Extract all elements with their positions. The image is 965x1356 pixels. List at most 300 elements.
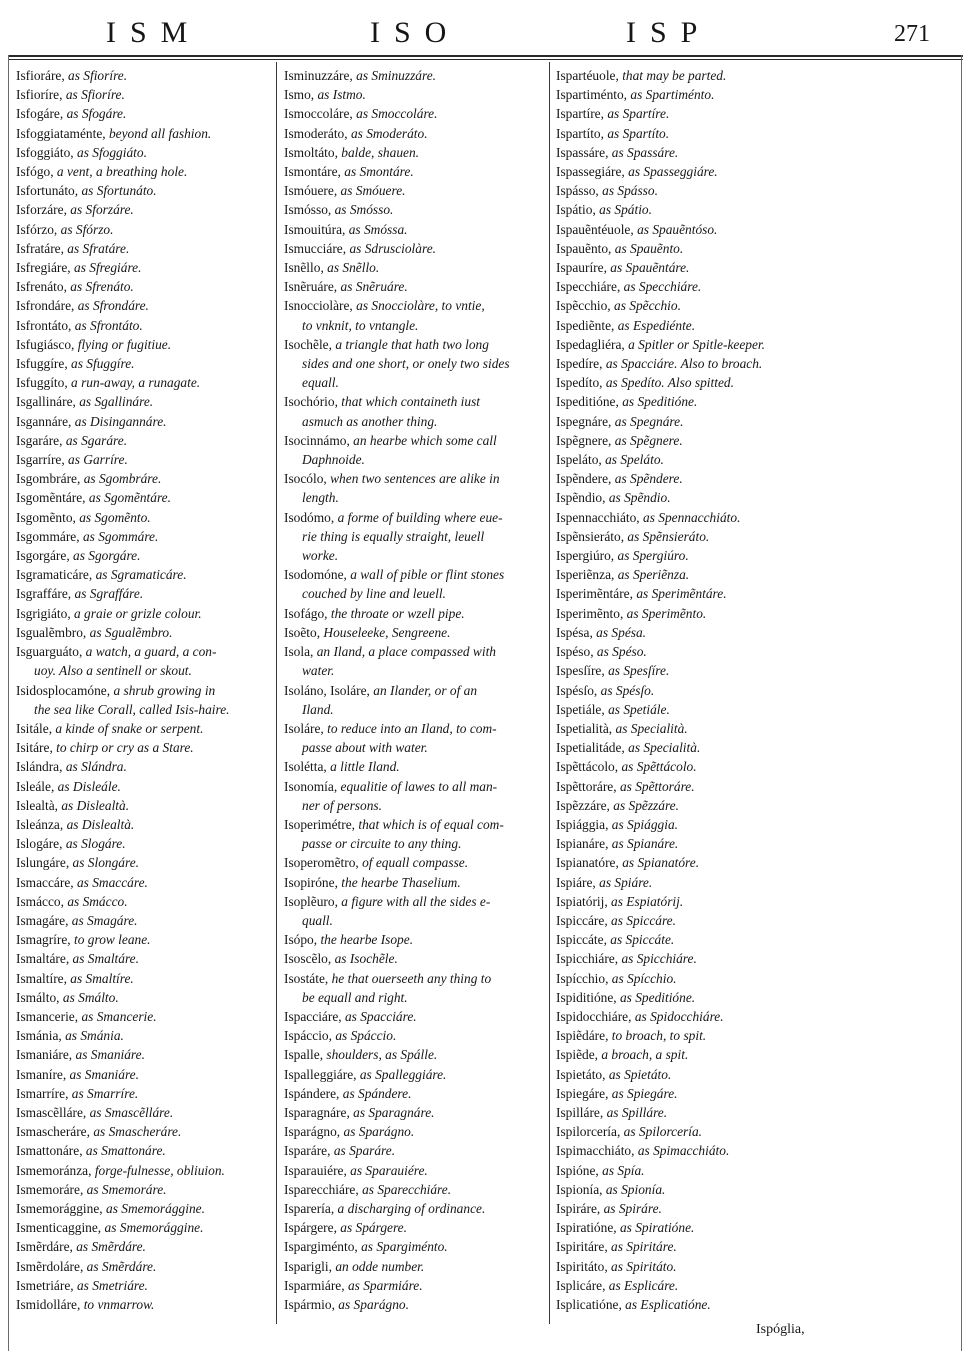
entry-continuation [284,412,546,431]
dictionary-entry [556,1007,856,1026]
dictionary-entry [284,296,546,315]
entry-definition: as Spianáre. [611,836,679,852]
dictionary-entry [556,1045,856,1064]
entry-definition: as Smoccoláre. [356,106,438,122]
entry-headword: Ispianáre, [556,836,612,852]
entry-definition: as Specialità. [615,720,688,736]
entry-definition: as Speriẽnza. [617,567,690,583]
entry-definition: as Specialità. [628,740,701,756]
dictionary-entry [16,1026,272,1045]
entry-definition: as Spauẽntóso. [637,221,718,237]
entry-headword: Isoperomẽtro, [284,855,363,871]
column-divider-2 [549,62,550,1324]
entry-headword: Ismẽrdáre, [16,1239,77,1255]
entry-definition: as Spásso. [602,183,658,199]
entry-headword: Isgannáre, [16,413,75,429]
entry-definition: as Sgomẽnto. [79,509,151,525]
entry-headword: Ismenticaggine, [16,1220,105,1236]
entry-definition: asmuch as another thing. [302,413,438,429]
entry-headword: Isfrenáto, [16,279,71,295]
entry-definition: as Spẽttácolo. [621,759,697,775]
dictionary-entry [284,508,546,527]
dictionary-entry [16,719,272,738]
entry-headword: Ispẽndio, [556,490,609,506]
dictionary-entry [284,1026,546,1045]
dictionary-entry [16,949,272,968]
entry-headword: Ispartíto, [556,125,608,141]
dictionary-entry [556,853,856,872]
dictionary-entry [556,1218,856,1237]
dictionary-entry [284,1237,546,1256]
dictionary-entry [556,1161,856,1180]
entry-definition: equall. [302,375,339,391]
entry-definition: forge-fulnesse, obliuion. [94,1162,225,1178]
entry-definition: as Sparmiáre. [347,1277,423,1293]
entry-definition: a kinde of snake or serpent. [55,720,204,736]
entry-headword: Ispassáre, [556,144,612,160]
dictionary-entry [16,392,272,411]
entry-definition: flying or fugitiue. [77,336,172,352]
entry-headword: Isperimẽntáre, [556,586,637,602]
entry-headword: Ispẽgnere, [556,432,615,448]
entry-headword: Ispiccáte, [556,932,611,948]
dictionary-entry [556,834,856,853]
column-divider-1 [276,62,277,1324]
entry-headword: Isnẽruáre, [284,279,341,295]
entry-definition: as Spiritáto. [611,1258,677,1274]
entry-definition: a wall of pible or flint stones [350,567,505,583]
entry-continuation [16,661,272,680]
entry-headword: Isfoggiataménte, [16,125,109,141]
dictionary-entry [284,162,546,181]
entry-definition: as Spiággia. [611,816,678,832]
entry-headword: Ispicchiáre, [556,951,622,967]
entry-continuation [284,316,546,335]
frame-left-rule [8,55,9,1351]
entry-headword: Ispármio, [284,1297,339,1312]
entry-definition: as Sgomẽntáre. [88,490,171,506]
entry-headword: Ismẽrdoláre, [16,1258,87,1274]
dictionary-entry [284,143,546,162]
entry-headword: Ismoltáto, [284,144,342,160]
entry-headword: Ismontáre, [284,164,345,180]
column-right [556,66,856,1314]
entry-headword: Ispiatórij, [556,893,612,909]
entry-headword: Ispeláto, [556,452,606,468]
entry-definition: couched by line and leuell. [302,586,446,602]
dictionary-entry [556,988,856,1007]
entry-definition: worke. [302,548,339,564]
dictionary-entry [284,1180,546,1199]
entry-definition: as Spilorcería. [623,1124,703,1140]
entry-headword: Ispárgere, [284,1220,341,1236]
entry-headword: Isgomẽnto, [16,509,80,525]
entry-headword: Isparigli, [284,1258,336,1274]
entry-headword: Ispesſíre, [556,663,609,679]
entry-definition: as Smaniáre. [69,1066,139,1082]
entry-headword: Isfogáre, [16,106,67,122]
entry-headword: Isperimẽnto, [556,605,627,621]
entry-definition: as Spícchio. [611,970,677,986]
entry-definition: as Smánia. [65,1028,124,1044]
entry-headword: Ismóuere, [284,183,341,199]
entry-definition: as Spauẽnto. [614,240,684,256]
dictionary-entry [16,873,272,892]
entry-definition: as Spianatóre. [622,855,700,871]
dictionary-entry [284,1161,546,1180]
entry-definition: as Spésa. [596,624,647,640]
entry-headword: Isgaráre, [16,432,66,448]
entry-headword: Isopiróne, [284,874,342,890]
entry-definition: as Sgaráre. [65,432,128,448]
entry-definition: as Spassáre. [611,144,679,160]
dictionary-entry [284,719,546,738]
dictionary-entry [16,335,272,354]
dictionary-entry [284,124,546,143]
entry-headword: Ispiegáre, [556,1085,612,1101]
entry-headword: Ispacciáre, [284,1008,345,1024]
dictionary-entry [16,834,272,853]
dictionary-entry [284,1045,546,1064]
dictionary-entry [16,85,272,104]
entry-definition: as Spiráre. [603,1200,662,1216]
entry-headword: Isfioríre, [16,87,66,103]
dictionary-entry [16,104,272,123]
entry-headword: Isparauiére, [284,1162,351,1178]
entry-headword: Isgrigiáto, [16,605,75,621]
entry-definition: as Disleále. [57,778,121,794]
entry-definition: a Spitler or Spitle-keeper. [628,336,765,352]
entry-definition: as Spésſo. [600,682,655,698]
dictionary-entry [556,431,856,450]
entry-definition: shoulders, as Spálle. [326,1047,438,1063]
entry-definition: as Speláto. [605,452,664,468]
entry-headword: Ispiritáto, [556,1258,612,1274]
entry-definition: as Smẽrdáre. [76,1239,146,1255]
entry-headword: Ispẽzzáre, [556,797,614,813]
entry-definition: of equall compasse. [362,855,469,871]
entry-headword: Ispẽndere, [556,471,615,487]
dictionary-entry [556,584,856,603]
entry-headword: Ismetriáre, [16,1277,77,1293]
dictionary-entry [16,604,272,623]
entry-definition: an hearbe which some call [353,432,497,448]
entry-definition: as Spiratióne. [619,1220,695,1236]
dictionary-entry [284,104,546,123]
dictionary-entry [284,642,546,661]
dictionary-entry [16,777,272,796]
entry-definition: as Spẽndere. [614,471,683,487]
entry-definition: water. [302,663,335,679]
entry-definition: as Slongáre. [72,855,139,871]
dictionary-entry [16,488,272,507]
entry-definition: as Spiccáte. [610,932,675,948]
entry-definition: length. [302,490,339,506]
dictionary-entry [284,1257,546,1276]
entry-definition: as Spidocchiáre. [634,1008,724,1024]
dictionary-entry [556,1065,856,1084]
entry-definition: as Spartiménto. [630,87,715,103]
dictionary-entry [16,431,272,450]
dictionary-entry [16,1007,272,1026]
dictionary-entry [556,757,856,776]
dictionary-entry [284,1122,546,1141]
dictionary-entry [16,1218,272,1237]
entry-definition: the hearbe Thaselium. [341,874,461,890]
entry-definition: as Sgraffáre. [74,586,144,602]
entry-definition: as Smaltíre. [70,970,134,986]
dictionary-entry [556,316,856,335]
entry-continuation [284,527,546,546]
dictionary-entry [284,892,546,911]
entry-headword: Ispésſo, [556,682,601,698]
dictionary-entry [556,220,856,239]
dictionary-entry [556,930,856,949]
entry-definition: as Sgramaticáre. [95,567,187,583]
column-middle [284,66,546,1314]
entry-headword: Ispennacchiáto, [556,509,643,525]
entry-continuation [284,738,546,757]
entry-headword: Islándra, [16,759,66,775]
entry-headword: Ispartiménto, [556,87,631,103]
dictionary-entry [284,277,546,296]
entry-definition: to broach, to spit. [611,1028,707,1044]
entry-headword: Ispẽcchio, [556,298,615,314]
entry-definition: as Snocciolàre, to vntie, [356,298,485,314]
dictionary-entry [556,392,856,411]
entry-headword: Ispidocchiáre, [556,1008,635,1024]
entry-headword: Isofágo, [284,605,331,621]
entry-headword: Isoscẽlo, [284,951,335,967]
entry-definition: as Smóssa. [348,221,408,237]
entry-headword: Ismemoránza, [16,1162,95,1178]
dictionary-entry [16,1237,272,1256]
dictionary-entry [556,1180,856,1199]
entry-definition: as Spẽgnere. [614,432,683,448]
entry-definition: as Sparagnáre. [353,1104,435,1120]
entry-definition: as Smaccáre. [76,874,148,890]
dictionary-entry [556,604,856,623]
entry-headword: Ispátio, [556,202,600,218]
entry-headword: Islogáre, [16,836,66,852]
entry-headword: Ispẽttácolo, [556,759,622,775]
entry-headword: Isguarguáto, [16,644,86,660]
entry-headword: Ismarríre, [16,1085,72,1101]
entry-definition: Houseleeke, Sengreene. [323,624,451,640]
dictionary-entry [284,1084,546,1103]
entry-headword: Isparagnáre, [284,1104,354,1120]
dictionary-entry [556,258,856,277]
entry-definition: as Smancerie. [81,1008,157,1024]
dictionary-entry [284,469,546,488]
entry-continuation [16,700,272,719]
entry-headword: Ismaccáre, [16,874,77,890]
entry-definition: to grow leane. [74,932,151,948]
dictionary-entry [284,1276,546,1295]
entry-definition: as Sparágno. [343,1124,415,1140]
entry-headword: Ismascheráre, [16,1124,94,1140]
entry-definition: as Spietáto. [608,1066,672,1082]
dictionary-entry [284,431,546,450]
dictionary-entry [284,1007,546,1026]
dictionary-entry [556,1199,856,1218]
entry-headword: Ispáccio, [284,1028,336,1044]
dictionary-entry [556,969,856,988]
dictionary-entry [284,392,546,411]
entry-headword: Isochẽle, [284,336,336,352]
entry-headword: Isoláre, [284,720,328,736]
entry-headword: Isnẽllo, [284,260,328,276]
entry-continuation [284,796,546,815]
entry-definition: ner of persons. [302,797,382,813]
entry-continuation [284,373,546,392]
entry-headword: Ispésa, [556,624,597,640]
entry-definition: as Esplicáre. [608,1277,679,1293]
entry-definition: as Sparáre. [333,1143,396,1159]
entry-definition: as Spiritáre. [611,1239,677,1255]
entry-definition: as Spartíto. [607,125,670,141]
entry-definition: as Spacciáre. [344,1008,417,1024]
dictionary-entry [284,85,546,104]
dictionary-entry [556,488,856,507]
dictionary-entry [556,508,856,527]
entry-definition: as Spacciáre. Also to broach. [605,356,763,372]
entry-headword: Ismucciáre, [284,240,350,256]
entry-headword: Islungáre, [16,855,73,871]
dictionary-entry [16,1295,272,1314]
entry-definition: as Smemorággine. [106,1200,205,1216]
dictionary-entry [16,1141,272,1160]
entry-headword: Isodomóne, [284,567,351,583]
entry-definition: as Spegnáre. [614,413,684,429]
dictionary-entry [16,373,272,392]
entry-definition: an odde number. [335,1258,425,1274]
entry-definition: as Spennacchiáto. [643,509,741,525]
dictionary-entry [556,815,856,834]
entry-definition: as Spauẽntáre. [610,260,690,276]
entry-headword: Ismaltáre, [16,951,73,967]
entry-continuation [284,911,546,930]
dictionary-entry [284,853,546,872]
entry-headword: Ispalle, [284,1047,327,1063]
entry-headword: Isfratáre, [16,240,68,256]
entry-headword: Isoperimétre, [284,816,359,832]
entry-headword: Ismagáre, [16,912,72,928]
frame-right-rule [961,55,962,1351]
dictionary-entry [16,969,272,988]
entry-definition: as Snẽllo. [327,260,380,276]
entry-headword: Ispietáto, [556,1066,609,1082]
entry-definition: as Slogáre. [65,836,126,852]
dictionary-entry [556,719,856,738]
entry-definition: as Smarríre. [71,1085,139,1101]
dictionary-entry [556,373,856,392]
dictionary-entry [284,335,546,354]
entry-headword: Ispióne, [556,1162,603,1178]
entry-definition: a run-away, a runagate. [71,375,201,391]
entry-definition: as Spárgere. [340,1220,407,1236]
entry-definition: as Spándere. [342,1085,412,1101]
dictionary-entry [284,969,546,988]
entry-headword: Ismidolláre, [16,1297,84,1312]
entry-definition: as Sfrontáto. [74,317,143,333]
entry-definition: as Sfórzo. [60,221,114,237]
entry-headword: Isola, [284,644,317,660]
entry-continuation [284,661,546,680]
dictionary-entry [556,181,856,200]
dictionary-entry [556,1276,856,1295]
dictionary-entry [16,988,272,1007]
entry-definition: as Smálto. [62,989,119,1005]
entry-definition: a vent, a breathing hole. [56,164,188,180]
entry-definition: as Smetriáre. [76,1277,148,1293]
entry-definition: as Sfrenáto. [70,279,134,295]
entry-headword: Ispeditióne, [556,394,623,410]
entry-headword: Isparmiáre, [284,1277,348,1293]
dictionary-entry [556,1257,856,1276]
entry-definition: as Spionía. [605,1181,666,1197]
entry-headword: Isparecchiáre, [284,1181,363,1197]
dictionary-entry [16,258,272,277]
dictionary-entry [16,930,272,949]
dictionary-entry [16,1122,272,1141]
entry-continuation [284,488,546,507]
entry-headword: Islealtà, [16,797,62,813]
entry-headword: Isochório, [284,394,342,410]
entry-continuation [284,584,546,603]
entry-headword: Ispiáre, [556,874,600,890]
dictionary-entry [284,777,546,796]
entry-definition: as Sfrondáre. [77,298,149,314]
entry-continuation [284,450,546,469]
entry-headword: Ismancerie, [16,1008,82,1024]
dictionary-entry [16,1045,272,1064]
dictionary-entry [16,546,272,565]
entry-headword: Isolétta, [284,759,331,775]
entry-headword: Isidosplocamóne, [16,682,114,698]
entry-definition: as Smoderáto. [350,125,428,141]
dictionary-entry [556,623,856,642]
entry-headword: Isfugiásco, [16,336,78,352]
entry-headword: Ispartíre, [556,106,608,122]
dictionary-entry [284,1065,546,1084]
dictionary-entry [284,1141,546,1160]
entry-definition: as Sperimẽntáre. [636,586,727,602]
entry-definition: a shrub growing in [113,682,216,698]
dictionary-entry [16,508,272,527]
dictionary-entry [556,162,856,181]
entry-headword: Isfuggíto, [16,375,72,391]
dictionary-entry [16,623,272,642]
dictionary-entry [284,1295,546,1314]
entry-definition: as Sgorgáre. [73,548,141,564]
dictionary-entry [16,66,272,85]
entry-headword: Isparáre, [284,1143,334,1159]
dictionary-entry [16,681,272,700]
dictionary-entry [16,642,272,661]
entry-definition: as Espiatórij. [611,893,684,909]
dictionary-entry [556,892,856,911]
entry-definition: as Sgualẽmbro. [89,624,173,640]
dictionary-entry [16,738,272,757]
entry-definition: as Spimacchiáto. [637,1143,730,1159]
entry-definition: as Spáccio. [335,1028,397,1044]
entry-headword: Ispalleggiáre, [284,1066,360,1082]
dictionary-entry [16,565,272,584]
dictionary-entry [16,412,272,431]
entry-headword: Ispásso, [556,183,603,199]
entry-definition: as Speditióne. [619,989,696,1005]
